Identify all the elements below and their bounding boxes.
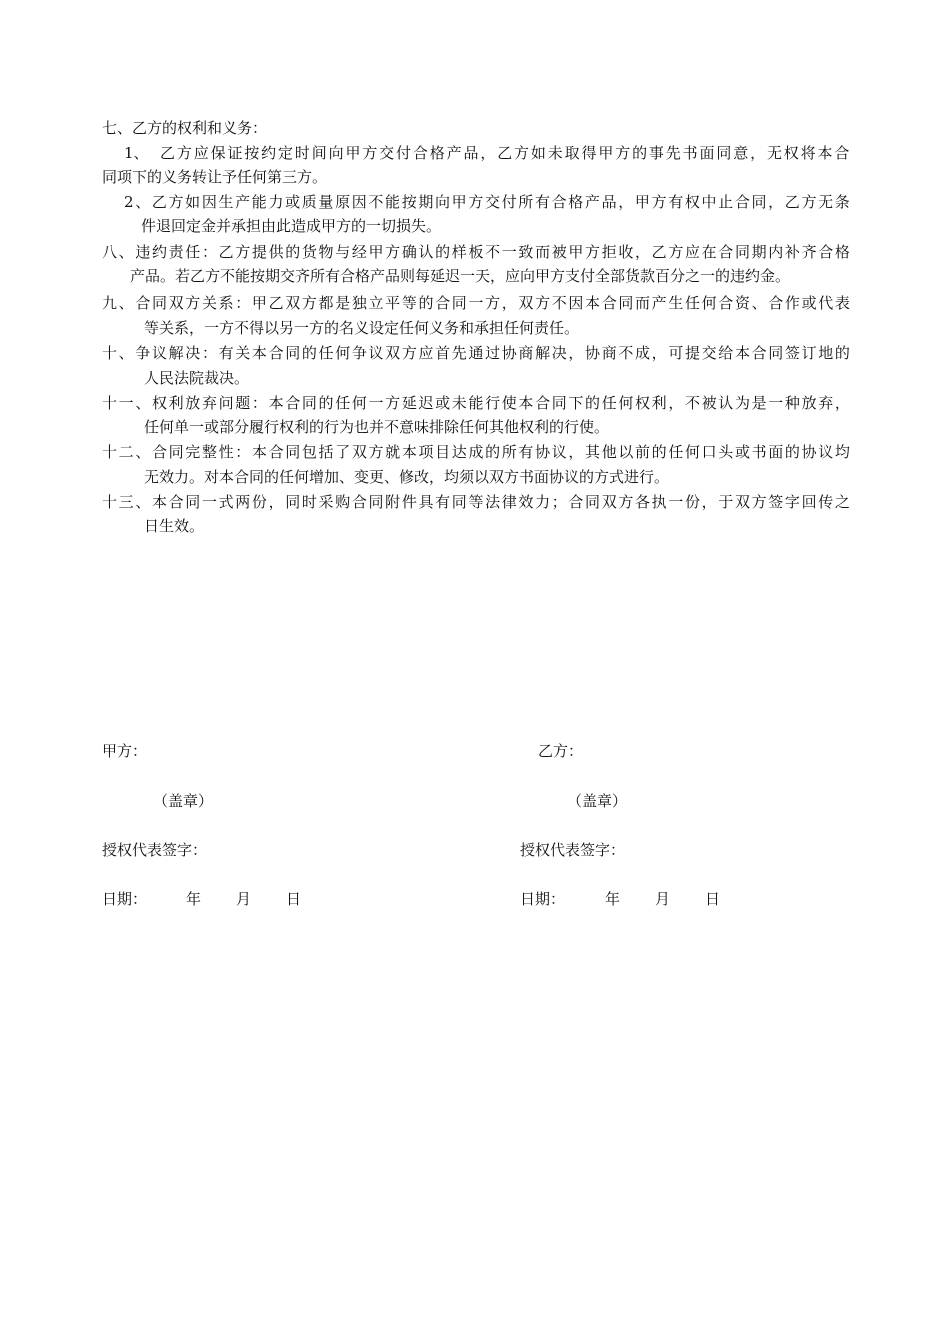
section-11-line-2: 任何单一或部分履行权利的行为也并不意味排除任何其他权利的行使。	[144, 418, 610, 436]
section-13-line-2: 日生效。	[144, 517, 205, 535]
party-a-label: 甲方：	[102, 742, 148, 760]
section-8-line-2: 产品。若乙方不能按期交齐所有合格产品则每延迟一天，应向甲方支付全部货款百分之一的违约金。	[130, 267, 791, 285]
section-8-line-1: 八 、 违 约 责 任 ： 乙 方 提 供 的 货 物 与 经 甲 方 确 认 的 样 板 不 一 致 而 被 甲 方 拒 收 ， 乙 方 应 在 合 同 期 内 补 齐 合 格	[102, 243, 850, 261]
section-10-line-2: 人民法院裁决。	[144, 369, 250, 387]
section-10-line-1: 十 、 争 议 解 决 ： 有 关 本 合 同 的 任 何 争 议 双 方 应 首 先 通 过 协 商 解 决 ， 协 商 不 成 ， 可 提 交 给 本 合 同 签 订 地 的	[102, 344, 850, 362]
party-a-date-year: 年	[186, 890, 202, 908]
party-b-label: 乙方：	[538, 742, 584, 760]
party-a-date-month: 月	[236, 890, 252, 908]
party-a-date-day: 日	[286, 890, 302, 908]
party-b-seal-label: （盖章）	[567, 792, 628, 810]
party-a-date-label: 日期：	[102, 890, 148, 908]
section-12-line-2: 无效力。对本合同的任何增加、变更、修改，均须以双方书面协议的方式进行。	[144, 468, 670, 486]
party-a-seal-label: （盖章）	[153, 792, 214, 810]
section-7-item-1-number: 1、	[124, 144, 149, 162]
section-7-item-2-line-1: 2 、 乙 方 如 因 生 产 能 力 或 质 量 原 因 不 能 按 期 向 甲 方 交 付 所 有 合 格 产 品 ， 甲 方 有 权 中 止 合 同 ， 乙 方 无 条	[124, 193, 850, 211]
section-7-heading: 七、乙方的权利和义务：	[102, 119, 268, 137]
section-13-line-1: 十 三 、 本 合 同 一 式 两 份 ， 同 时 采 购 合 同 附 件 具 有 同 等 法 律 效 力 ； 合 同 双 方 各 执 一 份 ， 于 双 方 签 字 回 传 之	[102, 493, 850, 511]
section-12-line-1: 十 二 、 合 同 完 整 性 ： 本 合 同 包 括 了 双 方 就 本 项 目 达 成 的 所 有 协 议 ， 其 他 以 前 的 任 何 口 头 或 书 面 的 协 议 均	[102, 443, 850, 461]
party-b-date-label: 日期：	[520, 890, 566, 908]
party-b-date-year: 年	[605, 890, 621, 908]
section-9-line-1: 九 、 合 同 双 方 关 系 ： 甲 乙 双 方 都 是 独 立 平 等 的 合 同 一 方 ， 双 方 不 因 本 合 同 而 产 生 任 何 合 资 、 合 作 或 代 表	[102, 294, 850, 312]
section-11-line-1: 十 一 、 权 利 放 弃 问 题 ： 本 合 同 的 任 何 一 方 延 迟 或 未 能 行 使 本 合 同 下 的 任 何 权 利 ， 不 被 认 为 是 一 种 放 弃 ，	[102, 394, 850, 412]
party-b-date-month: 月	[655, 890, 671, 908]
party-a-representative-signature-label: 授权代表签字：	[102, 841, 208, 859]
section-7-item-1-line-1: 乙 方 应 保 证 按 约 定 时 间 向 甲 方 交 付 合 格 产 品 ， 乙 方 如 未 取 得 甲 方 的 事 先 书 面 同 意 ， 无 权 将 本 合	[160, 144, 850, 162]
section-7-item-2-line-2: 件退回定金并承担由此造成甲方的一切损失。	[141, 217, 442, 235]
party-b-date-day: 日	[705, 890, 721, 908]
party-b-representative-signature-label: 授权代表签字：	[520, 841, 626, 859]
section-9-line-2: 等关系，一方不得以另一方的名义设定任何义务和承担任何责任。	[144, 319, 580, 337]
section-7-item-1-line-2: 同项下的义务转让予任何第三方。	[102, 168, 328, 186]
